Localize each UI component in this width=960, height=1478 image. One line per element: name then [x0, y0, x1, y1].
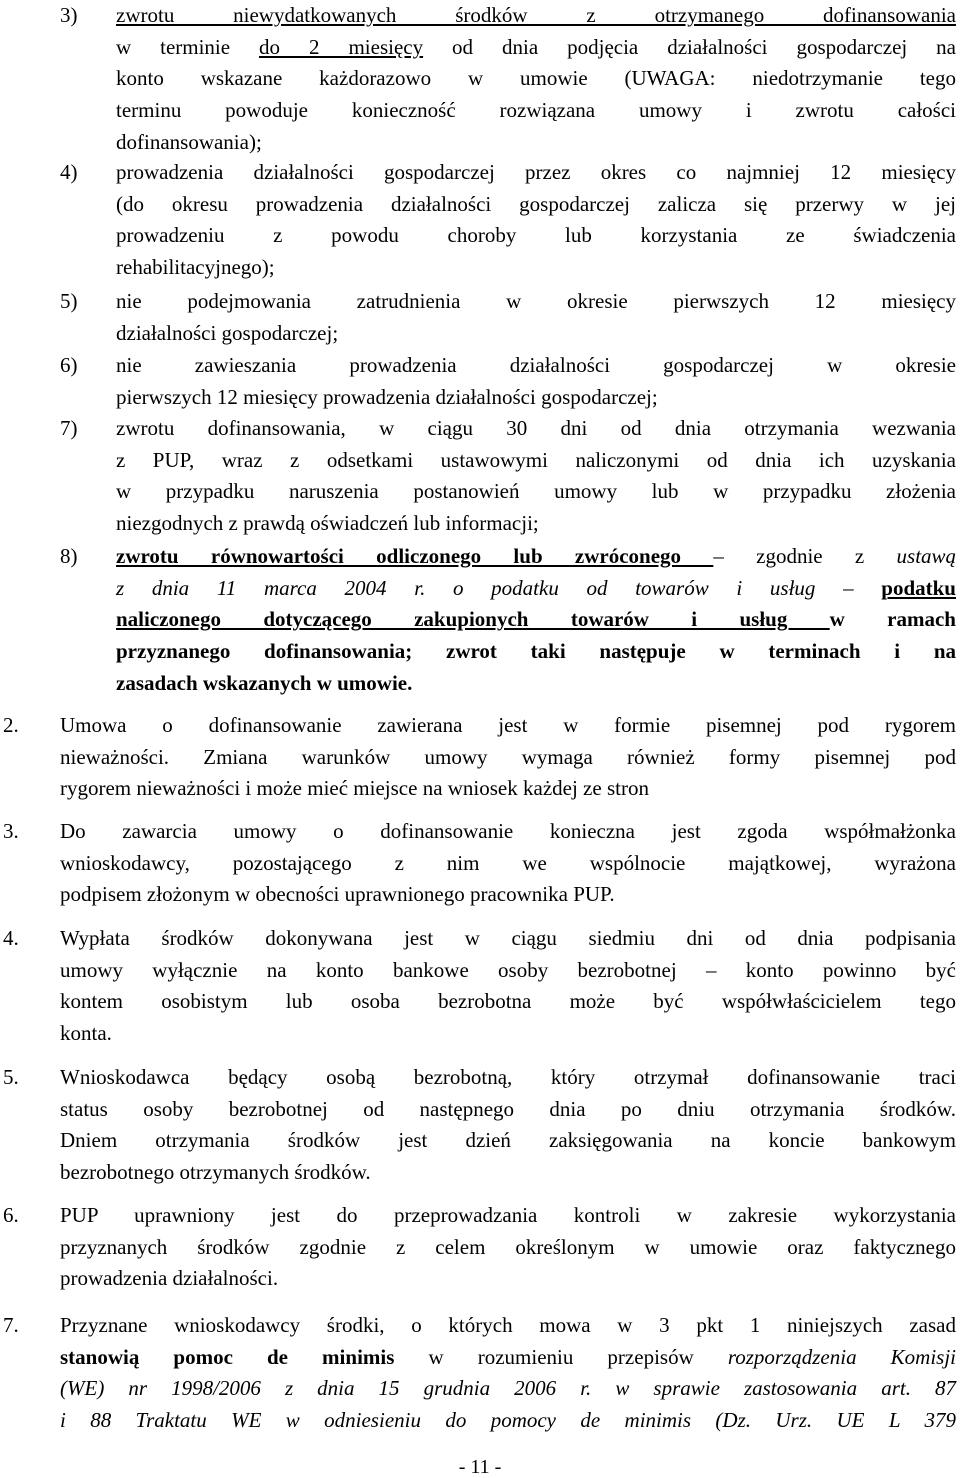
text-run: przyznanych środków zgodnie z celem określonym w umowie oraz faktycznego — [60, 1234, 956, 1259]
text-line — [116, 476, 956, 508]
text-run: (do okresu prowadzenia działalności gospodarczej zalicza się przerwy w jej — [116, 191, 956, 216]
text-line — [116, 0, 956, 32]
main-point-text — [60, 710, 956, 805]
text-run: do 2 miesięcy — [259, 34, 424, 59]
text-run: Umowa o dofinansowanie zawierana jest w formie pisemnej pod rygorem — [60, 713, 956, 737]
sub-point-number: 7) — [60, 416, 78, 440]
sub-point-text — [116, 413, 956, 540]
main-point-number: 7. — [3, 1313, 19, 1337]
text-line — [60, 1310, 956, 1342]
text-run: bezrobotnego otrzymanych środków. — [60, 1160, 371, 1185]
text-line — [116, 63, 956, 95]
text-run: rygorem nieważności i może mieć miejsce na wniosek każdej ze stron — [60, 776, 649, 801]
main-point-number: 4. — [3, 926, 19, 950]
main-point-text — [60, 1200, 956, 1295]
text-run: rozporządzenia Komisji — [727, 1344, 956, 1369]
text-run: kontem osobistym lub osoba bezrobotna może być współwłaścicielem tego — [60, 989, 956, 1014]
text-line — [60, 1018, 956, 1050]
sub-point-text — [116, 350, 956, 413]
text-line — [116, 189, 956, 221]
text-line — [60, 923, 956, 955]
main-point-text — [60, 816, 956, 911]
text-line — [60, 773, 956, 805]
text-run: nie zawieszania prowadzenia działalności gospodarczej w okresie — [116, 353, 956, 377]
text-run: z dnia 11 marca 2004 r. o podatku od towarów i usług — [116, 575, 816, 600]
text-run: niezgodnych z prawdą oświadczeń lub informacji; — [116, 511, 539, 536]
main-point-number: 2. — [3, 713, 19, 737]
text-run: konta. — [60, 1021, 112, 1046]
text-run: zwrotu równowartości odliczonego lub zwróconego — [116, 544, 682, 568]
text-run: i 88 Traktatu WE w odniesieniu do pomocy de minimis (Dz. Urz. UE L 379 — [60, 1408, 956, 1433]
text-run: prowadzenia działalności. — [60, 1266, 279, 1291]
text-line — [60, 986, 956, 1018]
text-run: pierwszych 12 miesięcy prowadzenia działalności gospodarczej; — [116, 384, 658, 409]
text-run: Przyznane wnioskodawcy środki, o których mowa w 3 pkt 1 niniejszych zasad — [60, 1313, 956, 1337]
text-run: z PUP, wraz z odsetkami ustawowymi naliczonymi od dnia ich uzyskania — [116, 447, 956, 472]
text-run: zwrotu niewydatkowanych środków z otrzymanego dofinansowania — [116, 3, 956, 27]
sub-point-4 — [60, 350, 956, 413]
sub-point-text — [116, 541, 956, 699]
text-line — [60, 1263, 956, 1295]
text-run: stanowią pomoc de minimis — [60, 1344, 395, 1369]
text-run: status osoby bezrobotnej od następnego dnia po dniu otrzymania środków. — [60, 1096, 956, 1121]
text-line — [116, 95, 956, 127]
text-line — [60, 879, 956, 911]
text-line — [116, 541, 956, 573]
text-line — [116, 636, 956, 668]
text-line — [116, 413, 956, 445]
text-line — [116, 573, 956, 605]
text-run: nieważności. Zmiana warunków umowy wymaga również formy pisemnej pod — [60, 744, 956, 769]
text-line — [116, 350, 956, 382]
text-run: nie podejmowania zatrudnienia w okresie pierwszych 12 miesięcy — [116, 289, 956, 313]
main-point-5 — [3, 1200, 956, 1295]
text-run: Wypłata środków dokonywana jest w ciągu siedmiu dni od dnia podpisania — [60, 926, 956, 950]
text-line — [60, 1405, 956, 1437]
text-line — [60, 848, 956, 880]
text-run: przyznanego dofinansowania; zwrot taki następuje w terminach i na — [116, 639, 956, 664]
text-run: prowadzeniu z powodu choroby lub korzystania ze świadczenia — [116, 223, 956, 248]
text-run — [681, 544, 713, 568]
main-point-number: 6. — [3, 1203, 19, 1227]
text-line — [116, 286, 956, 318]
text-run: naliczonego dotyczącego zakupionych towarów i usług — [116, 607, 830, 632]
main-point-text — [60, 1062, 956, 1189]
sub-point-number: 8) — [60, 544, 78, 568]
text-line — [60, 1094, 956, 1126]
main-point-1 — [3, 710, 956, 805]
text-line — [116, 32, 956, 64]
text-line — [60, 1232, 956, 1264]
main-point-number: 3. — [3, 819, 19, 843]
text-run: Dniem otrzymania środków jest dzień zaksięgowania na koncie bankowym — [60, 1128, 956, 1153]
text-run: Wnioskodawca będący osobą bezrobotną, który otrzymał dofinansowanie traci — [60, 1065, 956, 1089]
main-point-6 — [3, 1310, 956, 1437]
text-run: zwrotu dofinansowania, w ciągu 30 dni od dnia otrzymania wezwania — [116, 416, 956, 440]
text-run: w przypadku naruszenia postanowień umowy lub w przypadku złożenia — [116, 479, 956, 504]
text-line — [116, 318, 956, 350]
sub-point-5 — [60, 413, 956, 540]
main-point-3 — [3, 923, 956, 1050]
text-line — [60, 955, 956, 987]
text-run: – zgodnie z — [713, 544, 897, 568]
sub-point-6 — [60, 541, 956, 699]
sub-point-1 — [60, 0, 956, 158]
text-line — [60, 1200, 956, 1232]
text-run: dofinansowania); — [116, 129, 262, 154]
page-number: - 11 - — [458, 1456, 502, 1478]
text-line — [116, 382, 956, 414]
text-line — [116, 127, 956, 159]
text-run: umowy wyłącznie na konto bankowe osoby bezrobotnej – konto powinno być — [60, 957, 956, 982]
text-line — [116, 157, 956, 189]
text-run: podatku — [881, 575, 956, 600]
text-line — [60, 1342, 956, 1374]
sub-point-number: 5) — [60, 289, 78, 313]
text-run: Do zawarcia umowy o dofinansowanie konieczna jest zgoda współmałżonka — [60, 819, 956, 843]
text-line — [60, 742, 956, 774]
text-line — [60, 710, 956, 742]
text-line — [60, 816, 956, 848]
text-line — [116, 508, 956, 540]
text-run: od dnia podjęcia działalności gospodarczej na — [423, 34, 956, 59]
text-line — [60, 1157, 956, 1189]
text-run: (WE) nr 1998/2006 z dnia 15 grudnia 2006 r. w sprawie zastosowania art. 87 — [60, 1376, 956, 1401]
text-line — [60, 1062, 956, 1094]
text-run: wnioskodawcy, pozostającego z nim we wspólnocie majątkowej, wyrażona — [60, 850, 956, 875]
sub-point-text — [116, 286, 956, 349]
text-line — [116, 220, 956, 252]
text-line — [116, 252, 956, 284]
sub-point-2 — [60, 157, 956, 284]
sub-point-text — [116, 157, 956, 284]
text-run: konto wskazane każdorazowo w umowie (UWAGA: niedotrzymanie tego — [116, 66, 956, 91]
text-line — [116, 668, 956, 700]
sub-point-text — [116, 0, 956, 158]
text-run: w ramach — [829, 607, 956, 632]
text-run: prowadzenia działalności gospodarczej przez okres co najmniej 12 miesięcy — [116, 160, 956, 184]
text-line — [116, 445, 956, 477]
text-line — [60, 1125, 956, 1157]
sub-point-number: 3) — [60, 3, 78, 27]
main-point-2 — [3, 816, 956, 911]
text-line — [60, 1373, 956, 1405]
sub-point-number: 6) — [60, 353, 78, 377]
text-run: w terminie — [116, 34, 260, 59]
text-run: zasadach wskazanych w umowie. — [116, 670, 413, 695]
text-run: terminu powoduje konieczność rozwiązana umowy i zwrotu całości — [116, 98, 956, 123]
text-run: PUP uprawniony jest do przeprowadzania kontroli w zakresie wykorzystania — [60, 1203, 956, 1227]
main-point-text — [60, 1310, 956, 1437]
text-run: działalności gospodarczej; — [116, 320, 339, 345]
text-run: – — [815, 575, 882, 600]
main-point-number: 5. — [3, 1065, 19, 1089]
main-point-text — [60, 923, 956, 1050]
text-run: ustawą — [896, 544, 957, 568]
sub-point-3 — [60, 286, 956, 349]
main-point-4 — [3, 1062, 956, 1189]
text-run: podpisem złożonym w obecności uprawnionego pracownika PUP. — [60, 882, 615, 907]
sub-point-number: 4) — [60, 160, 78, 184]
text-line — [116, 604, 956, 636]
text-run: rehabilitacyjnego); — [116, 255, 275, 280]
text-run: w rozumieniu przepisów — [394, 1344, 728, 1369]
